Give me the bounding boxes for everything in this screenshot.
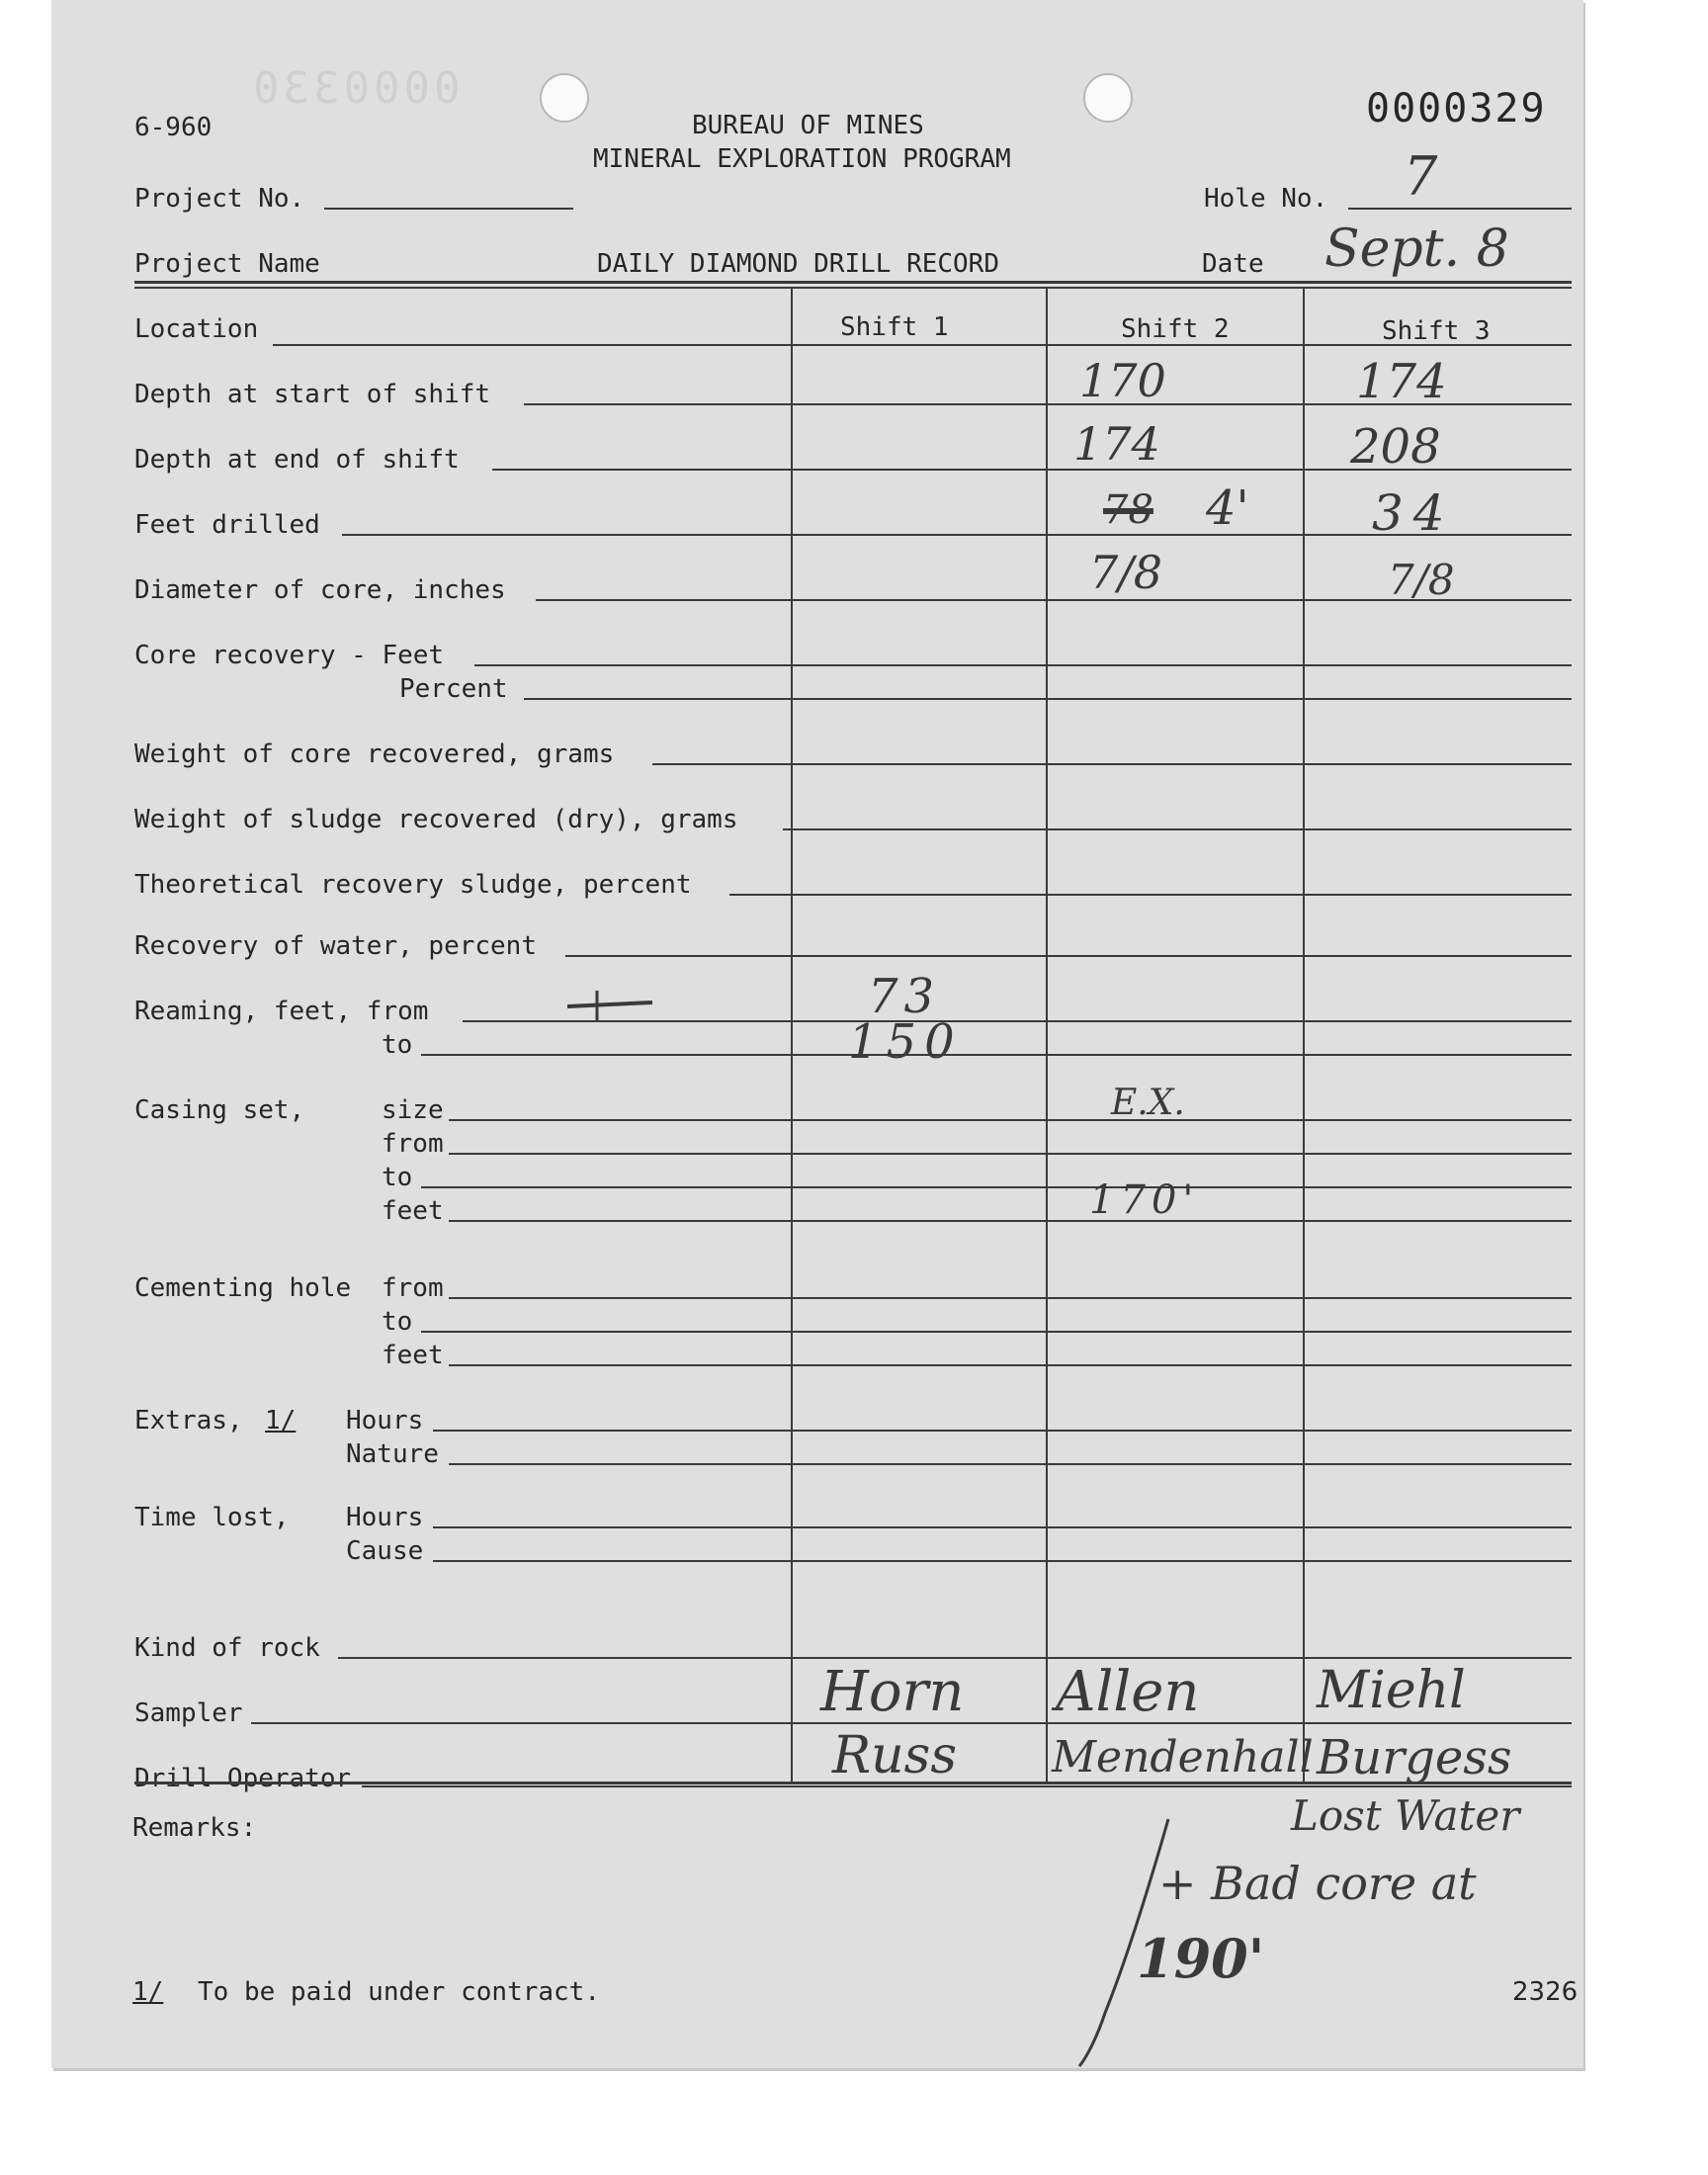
depth-start-label: Depth at start of shift — [134, 380, 491, 409]
page-number: 2326 — [1512, 1977, 1579, 2007]
cementing-feet-line — [449, 1364, 1572, 1366]
program-title: MINERAL EXPLORATION PROGRAM — [593, 144, 1011, 174]
col-sep-2 — [1046, 287, 1048, 1782]
weight-core-line — [652, 763, 1572, 765]
remarks-line1: Lost Water — [1291, 1791, 1520, 1840]
core-recovery-percent-label: Percent — [399, 674, 508, 704]
cementing-to-label: to — [382, 1307, 413, 1337]
sampler-shift1: Horn — [820, 1660, 965, 1724]
punch-hole-right — [1083, 73, 1133, 123]
location-line — [273, 344, 1572, 346]
cementing-from-line — [449, 1297, 1572, 1299]
hand-tick-mark — [561, 983, 660, 1026]
project-no-label: Project No. — [134, 184, 305, 214]
reaming-to-label: to — [382, 1030, 413, 1060]
casing-size-shift2: E.X. — [1111, 1083, 1185, 1123]
footnote-mark: 1/ — [132, 1977, 164, 2007]
form-sheet — [51, 0, 1583, 2068]
casing-size-label: size — [382, 1095, 444, 1125]
date-value: Sept. 8 — [1324, 219, 1509, 279]
drill-operator-shift1: Russ — [832, 1726, 958, 1785]
table-bottom-rule — [134, 1782, 1572, 1784]
extras-hours-label: Hours — [346, 1406, 424, 1436]
water-recovery-label: Recovery of water, percent — [134, 931, 537, 961]
date-label: Date — [1202, 249, 1264, 279]
time-lost-label: Time lost, — [134, 1503, 290, 1532]
agency-title: BUREAU OF MINES — [692, 111, 924, 140]
weight-core-label: Weight of core recovered, grams — [134, 740, 615, 769]
core-recovery-feet-line — [474, 664, 1572, 666]
header-rule-bottom — [134, 287, 1572, 289]
casing-feet-label: feet — [382, 1196, 444, 1226]
diameter-shift3: 7/8 — [1388, 556, 1455, 604]
sampler-label: Sampler — [134, 1698, 243, 1728]
reaming-from-label: Reaming, feet, from — [134, 997, 429, 1026]
drill-operator-line — [362, 1785, 1572, 1787]
weight-sludge-line — [783, 828, 1572, 830]
form-title: DAILY DIAMOND DRILL RECORD — [597, 249, 999, 279]
shift2-header: Shift 2 — [1121, 314, 1230, 344]
extras-nature-label: Nature — [346, 1439, 439, 1469]
time-lost-hours-line — [433, 1526, 1572, 1528]
time-lost-cause-line — [433, 1560, 1572, 1562]
extras-footnote-mark: 1/ — [265, 1406, 297, 1436]
project-name-label: Project Name — [134, 249, 320, 279]
casing-to-line — [421, 1186, 1572, 1188]
drill-operator-shift3: Burgess — [1317, 1730, 1512, 1785]
water-recovery-line — [565, 955, 1572, 957]
theoretical-sludge-label: Theoretical recovery sludge, percent — [134, 870, 692, 900]
casing-feet-line — [449, 1220, 1572, 1222]
remarks-bracket — [1069, 1815, 1178, 2068]
remarks-line3: 190' — [1137, 1927, 1265, 1990]
hole-no-value: 7 — [1404, 145, 1438, 208]
casing-from-line — [449, 1153, 1572, 1155]
sampler-shift3: Miehl — [1317, 1661, 1466, 1720]
kind-of-rock-label: Kind of rock — [134, 1633, 320, 1663]
feet-drilled-shift2-struck: 78 — [1103, 487, 1153, 533]
hole-no-line — [1348, 208, 1572, 210]
remarks-line2: + Bad core at — [1158, 1857, 1477, 1910]
time-lost-hours-label: Hours — [346, 1503, 424, 1532]
casing-to-label: to — [382, 1163, 413, 1192]
reaming-to-shift1: 150 — [848, 1014, 963, 1070]
extras-nature-line — [449, 1463, 1572, 1465]
casing-from-label: from — [382, 1129, 444, 1159]
diameter-shift2: 7/8 — [1089, 546, 1163, 599]
depth-end-label: Depth at end of shift — [134, 445, 460, 475]
casing-set-label: Casing set, — [134, 1095, 305, 1125]
drill-operator-label: Drill Operator — [134, 1764, 352, 1793]
depth-end-shift2: 174 — [1073, 417, 1160, 471]
casing-feet-shift2: 170' — [1089, 1177, 1200, 1223]
col-sep-3 — [1303, 287, 1305, 1782]
form-code: 6-960 — [134, 113, 213, 142]
reaming-to-line — [421, 1054, 1572, 1056]
time-lost-cause-label: Cause — [346, 1536, 424, 1566]
depth-end-shift3: 208 — [1350, 419, 1441, 475]
cementing-from-label: from — [382, 1273, 444, 1303]
cementing-feet-label: feet — [382, 1341, 444, 1370]
shift1-header: Shift 1 — [840, 312, 949, 342]
punch-hole-left — [540, 73, 589, 123]
header-rule-top — [134, 281, 1572, 284]
feet-drilled-shift3: 34 — [1372, 484, 1455, 542]
cementing-to-line — [421, 1331, 1572, 1333]
extras-label: Extras, — [134, 1406, 243, 1436]
depth-start-shift3: 174 — [1356, 354, 1447, 409]
weight-sludge-label: Weight of sludge recovered (dry), grams — [134, 805, 738, 834]
core-recovery-percent-line — [524, 698, 1572, 700]
reaming-from-shift1: 73 — [868, 969, 941, 1024]
depth-start-shift2: 170 — [1079, 354, 1166, 407]
theoretical-sludge-line — [729, 894, 1572, 896]
core-recovery-feet-label: Core recovery - Feet — [134, 641, 445, 670]
feet-drilled-label: Feet drilled — [134, 510, 320, 540]
extras-hours-line — [433, 1430, 1572, 1432]
document-number: 0000329 — [1366, 86, 1547, 131]
ghost-doc-number: 0000330 — [249, 63, 461, 114]
col-sep-1 — [791, 287, 793, 1782]
drill-operator-shift2: Mendenhall — [1052, 1732, 1314, 1783]
casing-size-line — [449, 1119, 1572, 1121]
diameter-label: Diameter of core, inches — [134, 575, 506, 605]
location-label: Location — [134, 314, 259, 344]
feet-drilled-shift2: 4' — [1206, 480, 1249, 536]
remarks-label: Remarks: — [132, 1813, 257, 1843]
project-no-line — [324, 208, 573, 210]
cementing-hole-label: Cementing hole — [134, 1273, 352, 1303]
kind-of-rock-line — [338, 1657, 1572, 1659]
sampler-shift2: Allen — [1056, 1660, 1200, 1724]
footnote-text: To be paid under contract. — [198, 1977, 600, 2007]
hole-no-label: Hole No. — [1204, 184, 1328, 214]
shift3-header: Shift 3 — [1382, 316, 1491, 346]
